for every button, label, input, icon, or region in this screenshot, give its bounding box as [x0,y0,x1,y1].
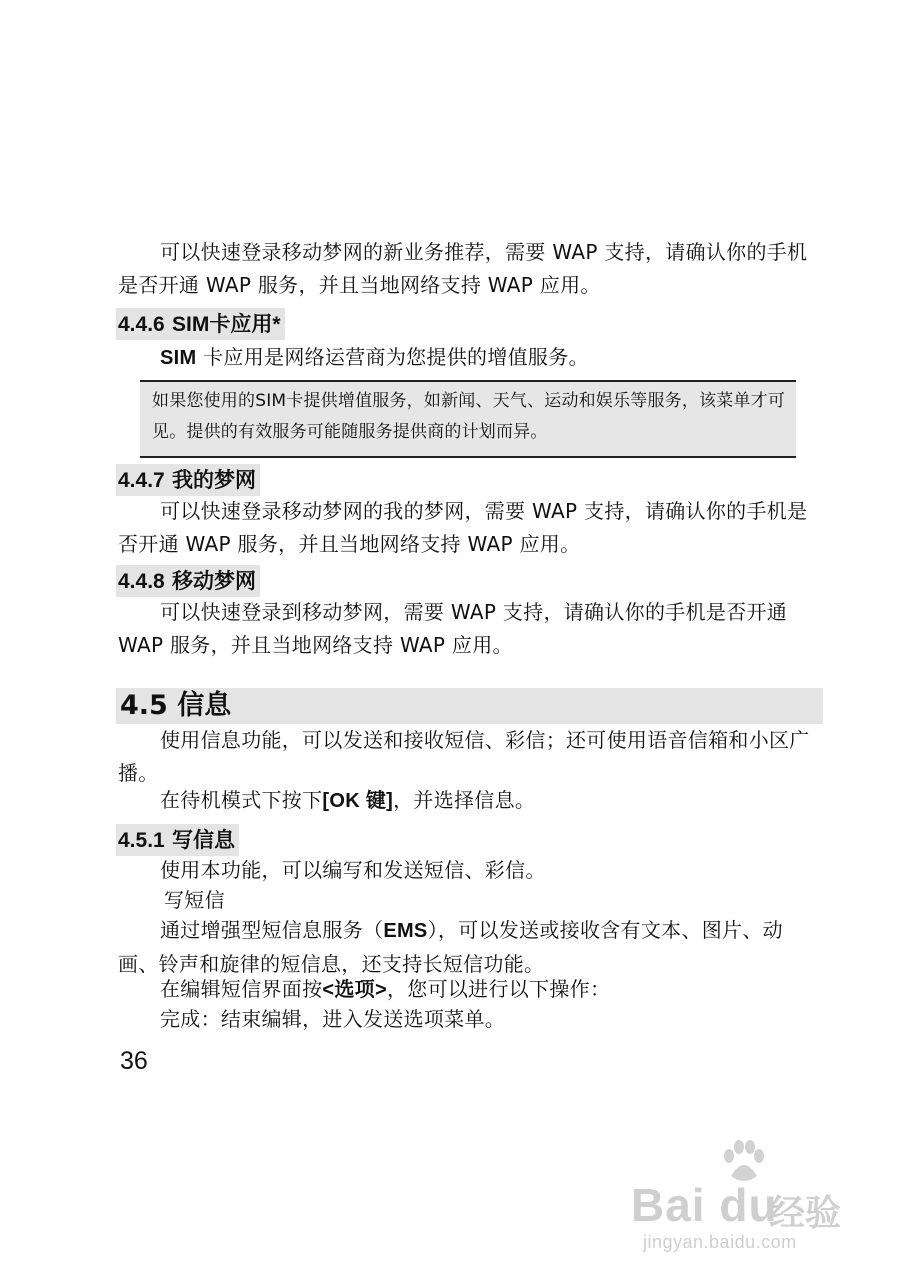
section-title: 写信息 [172,828,236,852]
ems-paragraph: 通过增强型短信息服务（EMS），可以发送或接收含有文本、图片、动画、铃声和旋律的短信息，还支持长短信功能。 [118,918,783,976]
write-sms-subtitle: 写短信 [164,888,225,912]
section-heading-4-4-6 [116,308,285,340]
messages-intro-paragraph: 使用信息功能，可以发送和接收短信、彩信；还可使用语音信箱和小区广播。 [118,728,810,785]
options-key-label: <选项> [322,979,387,1001]
options-paragraph: 在编辑短信界面按<选项>，您可以进行以下操作： [160,977,611,1001]
my-monternet-paragraph: 可以快速登录移动梦网的我的梦网，需要 WAP 支持，请确认你的手机是否开通 WAP 服务，并且当地网络支持 WAP 应用。 [118,499,808,556]
ems-bold: EMS [383,920,428,942]
chapter-heading-4-5: 4.5 信息 [116,688,823,724]
page-number: 36 [120,1047,148,1075]
sim-bold: SIM [160,347,197,369]
ok-key-label: [OK 键] [322,790,394,812]
section-heading-4-5-1 [116,824,239,856]
watermark-brand: Bai du [631,1179,778,1231]
section-number: 4.4.7 [118,469,165,492]
section-title: SIM卡应用* [172,313,281,336]
section-number: 4.4.6 [118,313,165,336]
ok-key-paragraph: 在待机模式下按下[OK 键]，并选择信息。 [160,788,536,812]
section-title: 我的梦网 [172,468,257,492]
write-message-paragraph: 使用本功能，可以编写和发送短信、彩信。 [160,858,546,882]
section-heading-4-4-7 [116,464,260,496]
watermark-url: jingyan.baidu.com [643,1232,797,1252]
section-number: 4.4.8 [118,570,165,593]
baidu-watermark [631,1140,846,1250]
section-title: 移动梦网 [172,569,257,593]
watermark-brand-cn: 经验 [769,1193,842,1234]
section-heading-4-4-8 [116,565,260,597]
note-box: 如果您使用的SIM卡提供增值服务，如新闻、天气、运动和娱乐等服务，该菜单才可见。提供的有效服务可能随服务提供商的计划而异。 [140,380,796,458]
done-paragraph: 完成：结束编辑，进入发送选项菜单。 [160,1007,506,1031]
intro-paragraph: 可以快速登录移动梦网的新业务推荐，需要 WAP 支持，请确认你的手机是否开通 WAP 服务，并且当地网络支持 WAP 应用。 [118,240,808,297]
sim-app-paragraph: SIM 卡应用是网络运营商为您提供的增值服务。 [160,345,589,369]
mobile-monternet-paragraph: 可以快速登录到移动梦网，需要 WAP 支持，请确认你的手机是否开通 WAP 服务，并且当地网络支持 WAP 应用。 [118,600,788,657]
section-number: 4.5.1 [118,829,165,852]
